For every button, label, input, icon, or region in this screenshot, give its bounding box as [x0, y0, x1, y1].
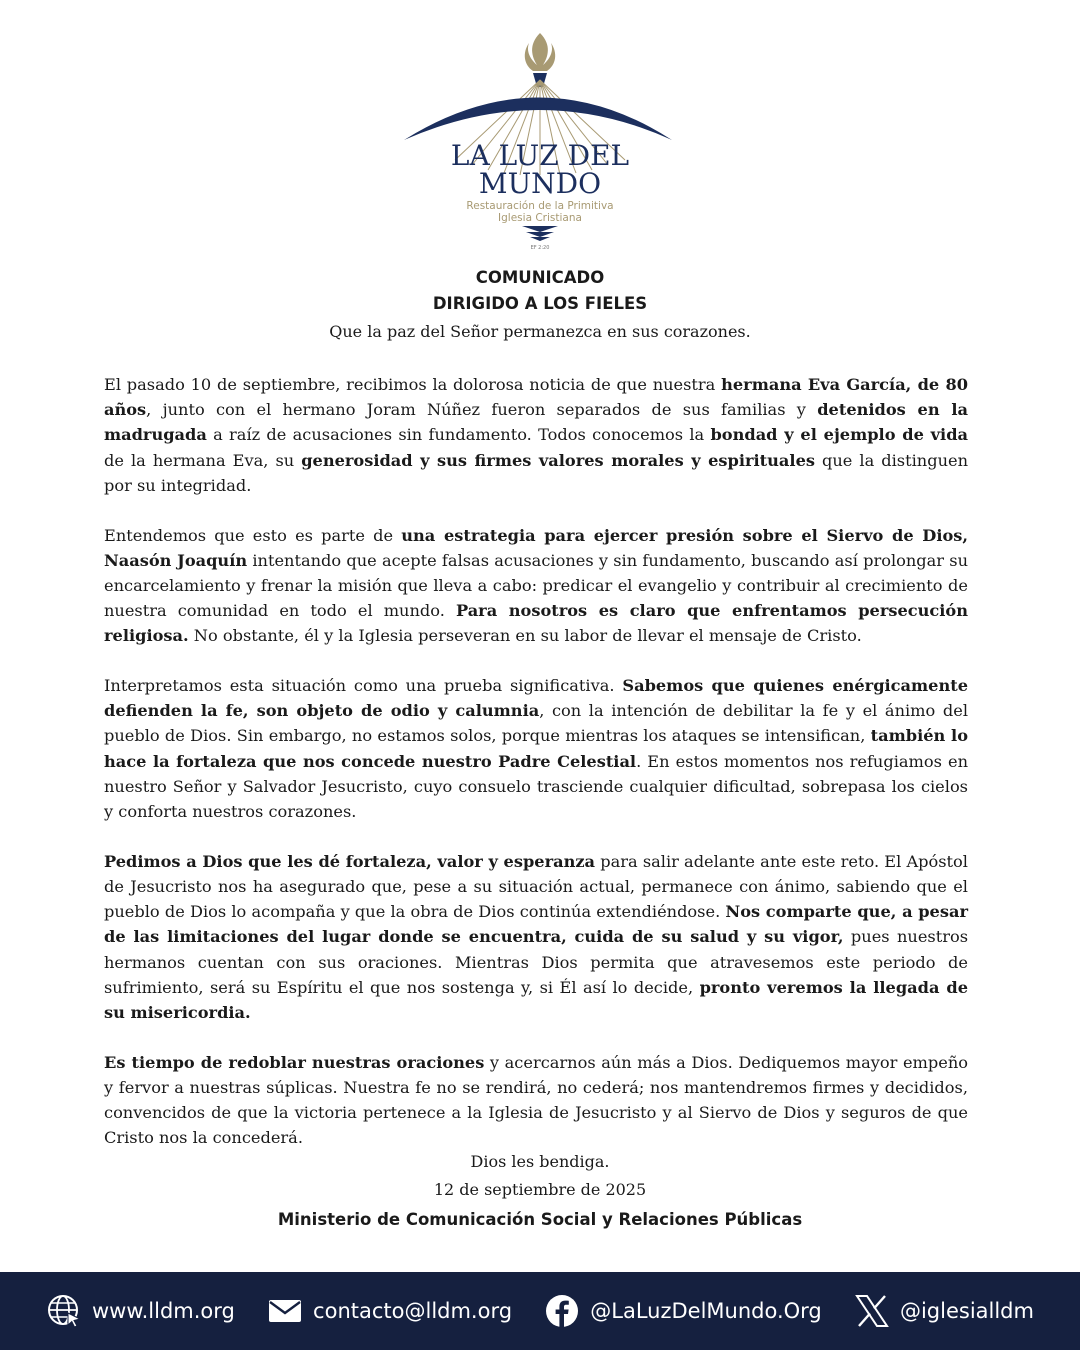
logo-emblem: [400, 25, 680, 255]
chevron-emblem-icon: [522, 226, 558, 241]
body-text: No obstante, él y la Iglesia perseveran en su labor de llevar el mensaje de Cristo.: [188, 626, 862, 646]
email-link[interactable]: [267, 1293, 512, 1329]
website-text: www.lldm.org: [92, 1299, 235, 1323]
emphasis-text: Es tiempo de redoblar nuestras oraciones: [104, 1052, 485, 1072]
body-text: y acercarnos aún más a Dios. Dediquemos mayor empeño y fervor a nuestras súplicas. Nuestra fe no se rendirá, no cederá; nos mantendremos firmes y decididos, convencidos de que la victoria pertenece a la Iglesia de Jesucristo y al Siervo de Dios y seguros de que Cristo nos la concederá.: [104, 1052, 969, 1148]
letter-body: [104, 372, 968, 1175]
body-text: para salir adelante ante este reto. El Apóstol de Jesucristo nos ha asegurado que, pese a su situación actual, permanece con ánimo, sabiendo que el pueblo de Dios lo acompaña y que la obra de Dios continúa extendiéndose.: [104, 851, 968, 922]
document-title: COMUNICADO: [475, 268, 605, 287]
paragraph-5: [104, 1050, 968, 1151]
emphasis-text: una estrategia para ejercer presión sobre el Siervo de Dios, Naasón Joaquín: [104, 525, 969, 570]
paragraph-4: [104, 849, 968, 1025]
logo-title-line1: LA LUZ DEL: [450, 139, 630, 172]
emphasis-text: Para nosotros es claro que enfrentamos persecución religiosa.: [104, 601, 968, 646]
body-text: El pasado 10 de septiembre, recibimos la dolorosa noticia de que nuestra: [104, 375, 722, 394]
contact-footer: [0, 1272, 1080, 1350]
logo-subtitle-line1: Restauración de la Primitiva: [466, 200, 614, 212]
church-logo: [400, 25, 680, 255]
body-text: a raíz de acusaciones sin fundamento. Todos conocemos la: [206, 425, 711, 445]
emphasis-text: también lo hace la fortaleza que nos concede nuestro Padre Celestial: [104, 726, 968, 771]
email-text: contacto@lldm.org: [313, 1299, 513, 1323]
body-text: Entendemos que esto es parte de: [104, 525, 402, 545]
paragraph-2: [104, 523, 968, 649]
x-text: @iglesialldm: [899, 1299, 1034, 1323]
letter-date: 12 de septiembre de 2025: [433, 1180, 647, 1199]
greeting: Que la paz del Señor permanezca en sus corazones.: [329, 322, 751, 341]
facebook-text: @LaLuzDelMundo.Org: [590, 1299, 822, 1323]
facebook-icon: [544, 1293, 580, 1329]
emphasis-text: generosidad y sus firmes valores morales y espirituales: [301, 450, 815, 470]
logo-subtitle-line2: Iglesia Cristiana: [498, 212, 582, 224]
document-subtitle: DIRIGIDO A LOS FIELES: [432, 294, 648, 313]
logo-verse: EF 2:20: [530, 245, 550, 251]
emphasis-text: Sabemos que quienes enérgicamente defienden la fe, son objeto de odio y calumnia: [104, 676, 968, 721]
body-text: intentando que acepte falsas acusaciones y sin fundamento, buscando así prolongar su encarcelamiento y frenar la misión que lleva a cabo: predicar el evangelio y contribuir al crecimiento de nuestra comunidad en todo el mundo.: [104, 550, 968, 621]
blessing: Dios les bendiga.: [470, 1152, 610, 1171]
body-text: . En estos momentos nos refugiamos en nuestro Señor y Salvador Jesucristo, cuyo consuelo trasciende cualquier dificultad, sobrepasa los cielos y conforta nuestros corazones.: [104, 751, 968, 822]
facebook-link[interactable]: [544, 1293, 822, 1329]
body-text: , con la intención de debilitar la fe y el ánimo del pueblo de Dios. Sin embargo, no estamos solos, porque mientras los ataques se intensifican,: [104, 701, 969, 746]
signature: Ministerio de Comunicación Social y Relaciones Públicas: [277, 1210, 803, 1229]
body-text: pues nuestros hermanos cuentan con sus oraciones. Mientras Dios permita que atravesemos este periodo de sufrimiento, será su Espíritu el que nos sostenga y, si Él así lo decide,: [104, 927, 968, 997]
website-link[interactable]: [46, 1293, 235, 1329]
globe-icon: [46, 1293, 82, 1329]
emphasis-text: detenidos en la madrugada: [104, 400, 968, 445]
body-text: de la hermana Eva, su: [104, 450, 302, 470]
emphasis-text: Nos comparte que, a pesar de las limitaciones del lugar donde se encuentra, cuida de su salud y su vigor,: [104, 902, 968, 947]
x-link[interactable]: [854, 1293, 1034, 1329]
body-text: Interpretamos esta situación como una prueba significativa.: [104, 676, 623, 696]
emphasis-text: Pedimos a Dios que les dé fortaleza, valor y esperanza: [104, 851, 596, 871]
emphasis-text: bondad y el ejemplo de vida: [710, 425, 968, 445]
paragraph-1: [104, 372, 968, 498]
torch-flame-icon: [525, 33, 555, 87]
dome-arc: [404, 98, 672, 141]
x-logo-icon: [854, 1293, 890, 1329]
envelope-icon: [267, 1293, 303, 1329]
logo-title-line2: MUNDO: [478, 167, 602, 200]
body-text: que la distinguen por su integridad.: [104, 450, 968, 495]
emphasis-text: hermana Eva García, de 80 años: [104, 375, 968, 420]
emphasis-text: pronto veremos la llegada de su misericordia.: [104, 977, 968, 1022]
paragraph-3: [104, 673, 968, 824]
body-text: , junto con el hermano Joram Núñez fueron separados de sus familias y: [146, 400, 818, 420]
